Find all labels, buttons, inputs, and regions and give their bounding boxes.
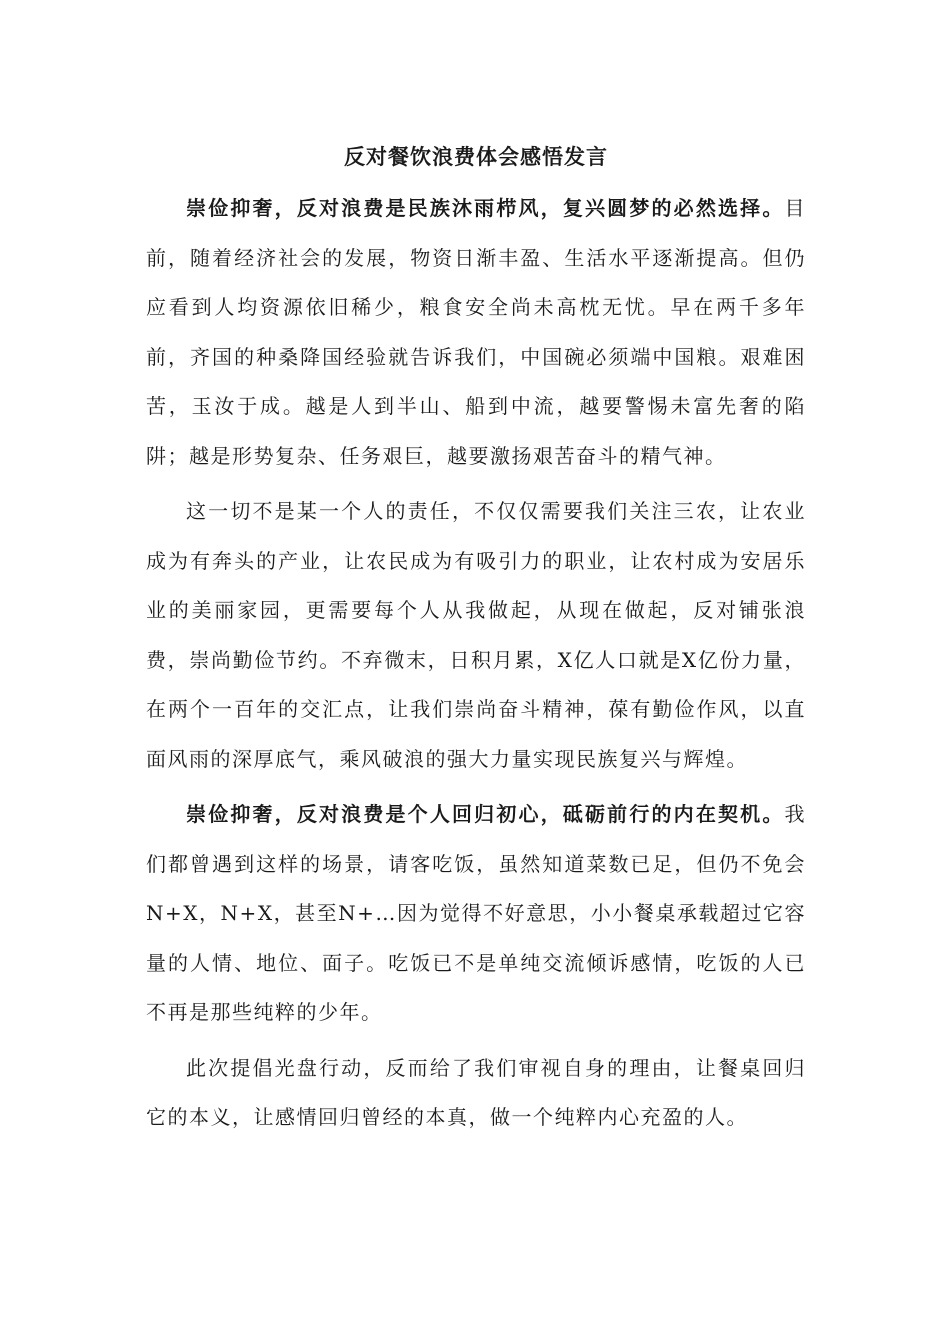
paragraph-4-text: 此次提倡光盘行动，反而给了我们审视自身的理由，让餐桌回归它的本义，让感情回归曾经的本真，做一个纯粹内心充盈的人。 bbox=[146, 1055, 806, 1129]
paragraph-1-lead: 崇俭抑奢，反对浪费是民族沐雨栉风，复兴圆梦的必然选择。 bbox=[186, 196, 785, 220]
paragraph-3-lead: 崇俭抑奢，反对浪费是个人回归初心，砥砺前行的内在契机。 bbox=[186, 802, 785, 826]
document-title: 反对餐饮浪费体会感悟发言 bbox=[344, 144, 608, 169]
document-body bbox=[146, 138, 806, 1143]
paragraph-1-text: 目前，随着经济社会的发展，物资日渐丰盈、生活水平逐渐提高。但仍应看到人均资源依旧稀少，粮食安全尚未高枕无忧。早在两千多年前，齐国的种桑降国经验就告诉我们，中国碗必须端中国粮。艰难困苦，玉汝于成。越是人到半山、船到中流，越要警惕未富先奢的陷阱；越是形势复杂、任务艰巨，越要激扬艰苦奋斗的精气神。 bbox=[146, 196, 806, 468]
paragraph-4 bbox=[146, 1044, 806, 1143]
paragraph-3 bbox=[146, 790, 806, 1038]
paragraph-3-text: 我们都曾遇到这样的场景，请客吃饭，虽然知道菜数已足，但仍不免会N+X，N+X，甚至N+…因为觉得不好意思，小小餐桌承载超过它容量的人情、地位、面子。吃饭已不是单纯交流倾诉感情，吃饭的人已不再是那些纯粹的少年。 bbox=[146, 802, 806, 1024]
paragraph-1 bbox=[146, 184, 806, 481]
paragraph-2-text: 这一切不是某一个人的责任，不仅仅需要我们关注三农，让农业成为有奔头的产业，让农民成为有吸引力的职业，让农村成为安居乐业的美丽家园，更需要每个人从我做起，从现在做起，反对铺张浪费，崇尚勤俭节约。不弃微末，日积月累，X亿人口就是X亿份力量，在两个一百年的交汇点，让我们崇尚奋斗精神，葆有勤俭作风，以直面风雨的深厚底气，乘风破浪的强大力量实现民族复兴与辉煌。 bbox=[146, 499, 806, 771]
paragraph-2 bbox=[146, 487, 806, 784]
